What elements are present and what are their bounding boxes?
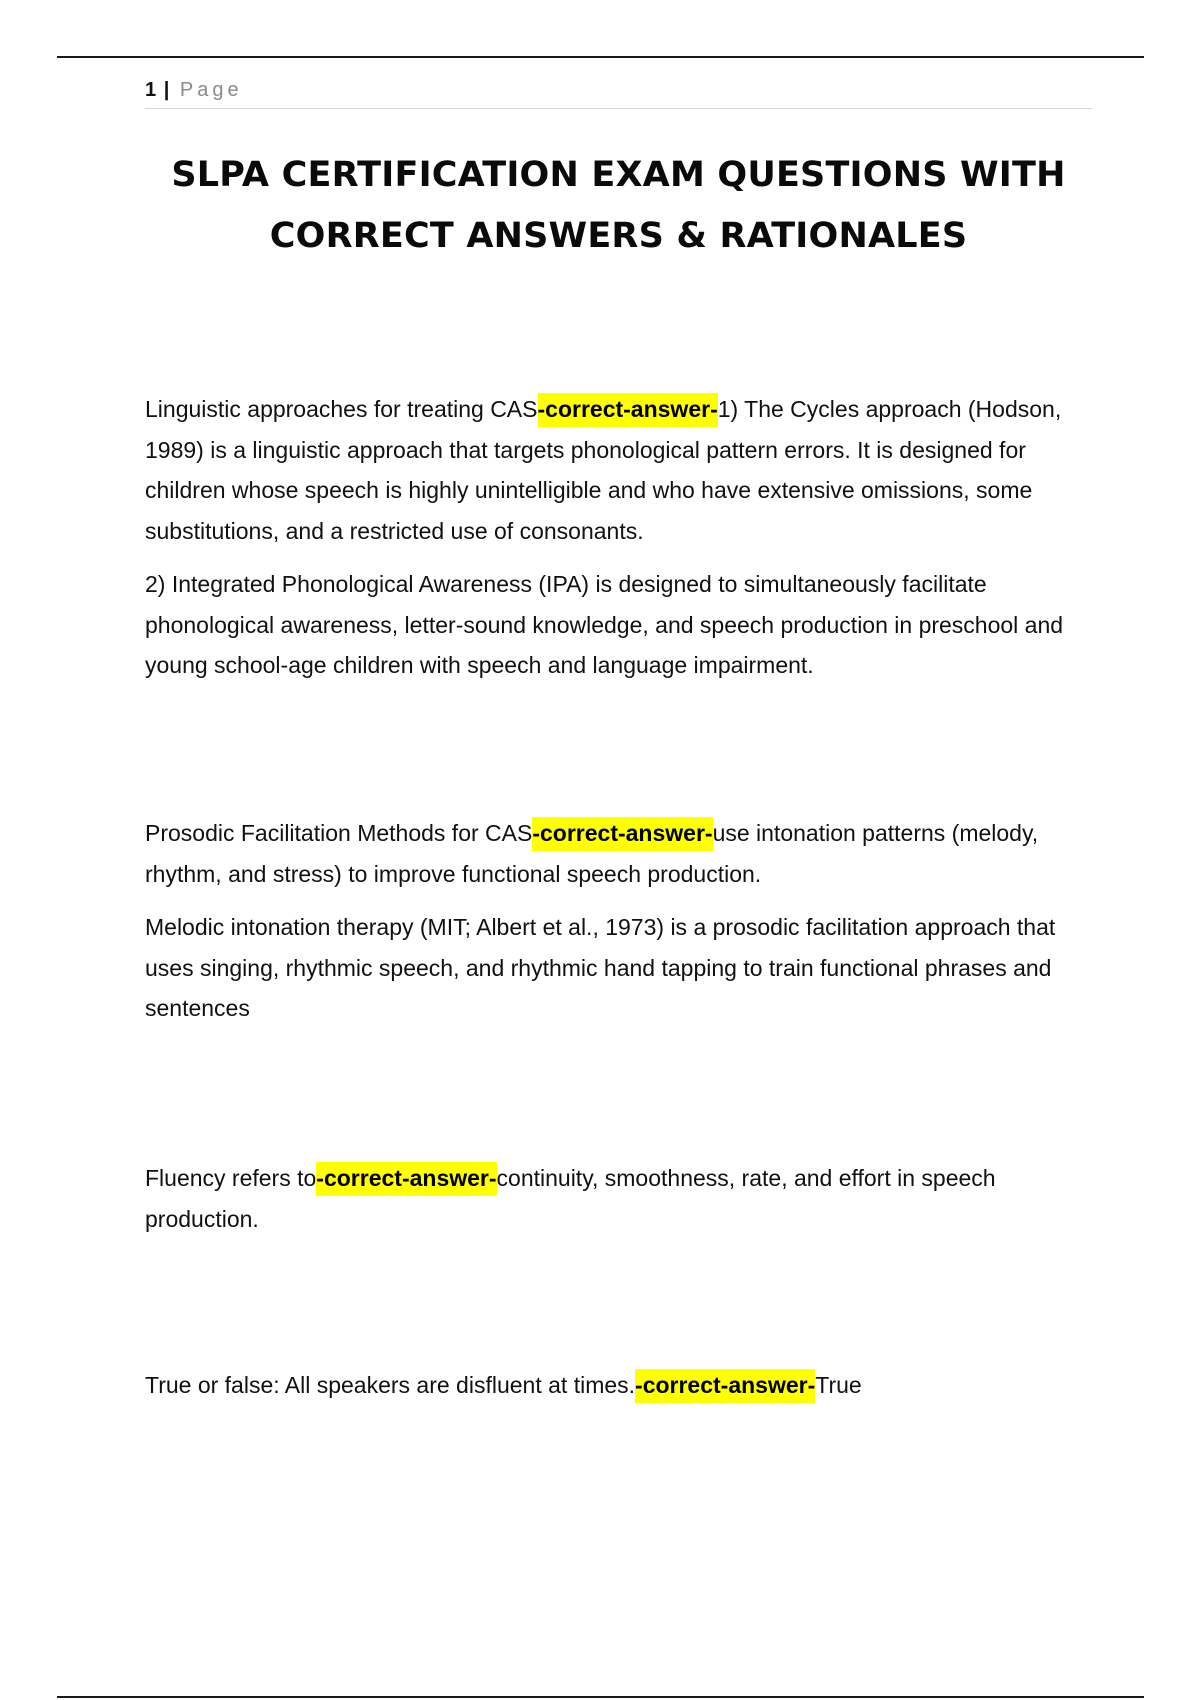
answer-marker: -correct-answer- (538, 393, 718, 427)
answer-continuation: Melodic intonation therapy (MIT; Albert et al., 1973) is a prosodic facilitation approach that uses singing, rhythmic speech, and rhythmic hand tapping to train functional phrases and sentences (145, 914, 1056, 1021)
question-text: True or false: All speakers are disfluent at times. (145, 1372, 636, 1398)
answer-text: use intonation patterns (melody, rhythm, and stress) to improve functional speech production. (145, 820, 1039, 887)
page-separator: | (163, 79, 170, 101)
title-line-1: SLPA CERTIFICATION EXAM QUESTIONS WITH (171, 155, 1066, 195)
page-header (145, 78, 1092, 109)
page-label: Page (179, 79, 243, 101)
qa-entry (145, 389, 1092, 686)
answer-marker: -correct-answer- (635, 1369, 815, 1403)
qa-paragraph (145, 389, 1092, 551)
question-text: Fluency refers to (145, 1165, 317, 1191)
document-title (145, 145, 1092, 267)
question-text: Prosodic Facilitation Methods for CAS (145, 820, 533, 846)
top-rule (57, 56, 1144, 58)
qa-paragraph (145, 1365, 1092, 1406)
qa-entry (145, 1365, 1092, 1406)
title-line-2: CORRECT ANSWERS & RATIONALES (269, 216, 968, 256)
qa-paragraph (145, 813, 1092, 894)
question-text: Linguistic approaches for treating CAS (145, 396, 538, 422)
answer-text: continuity, smoothness, rate, and effort in speech production. (145, 1165, 996, 1232)
qa-entry (145, 1158, 1092, 1239)
answer-continuation: 2) Integrated Phonological Awareness (IPA) is designed to simultaneously facilitate phonological awareness, letter-sound knowledge, and speech production in preschool and young school-age children with speech and language impairment. (145, 571, 1064, 678)
answer-marker: -correct-answer- (316, 1162, 496, 1196)
bottom-rule (57, 1696, 1144, 1698)
answer-text: True (815, 1372, 862, 1398)
answer-marker: -correct-answer- (532, 817, 712, 851)
answer-text: 1) The Cycles approach (Hodson, 1989) is a linguistic approach that targets phonological pattern errors. It is designed for children whose speech is highly unintelligible and who have extensive omissions, some substitutions, and a restricted use of consonants. (145, 396, 1062, 544)
qa-paragraph (145, 1158, 1092, 1239)
qa-entry (145, 813, 1092, 1029)
page-number: 1 (145, 79, 157, 101)
